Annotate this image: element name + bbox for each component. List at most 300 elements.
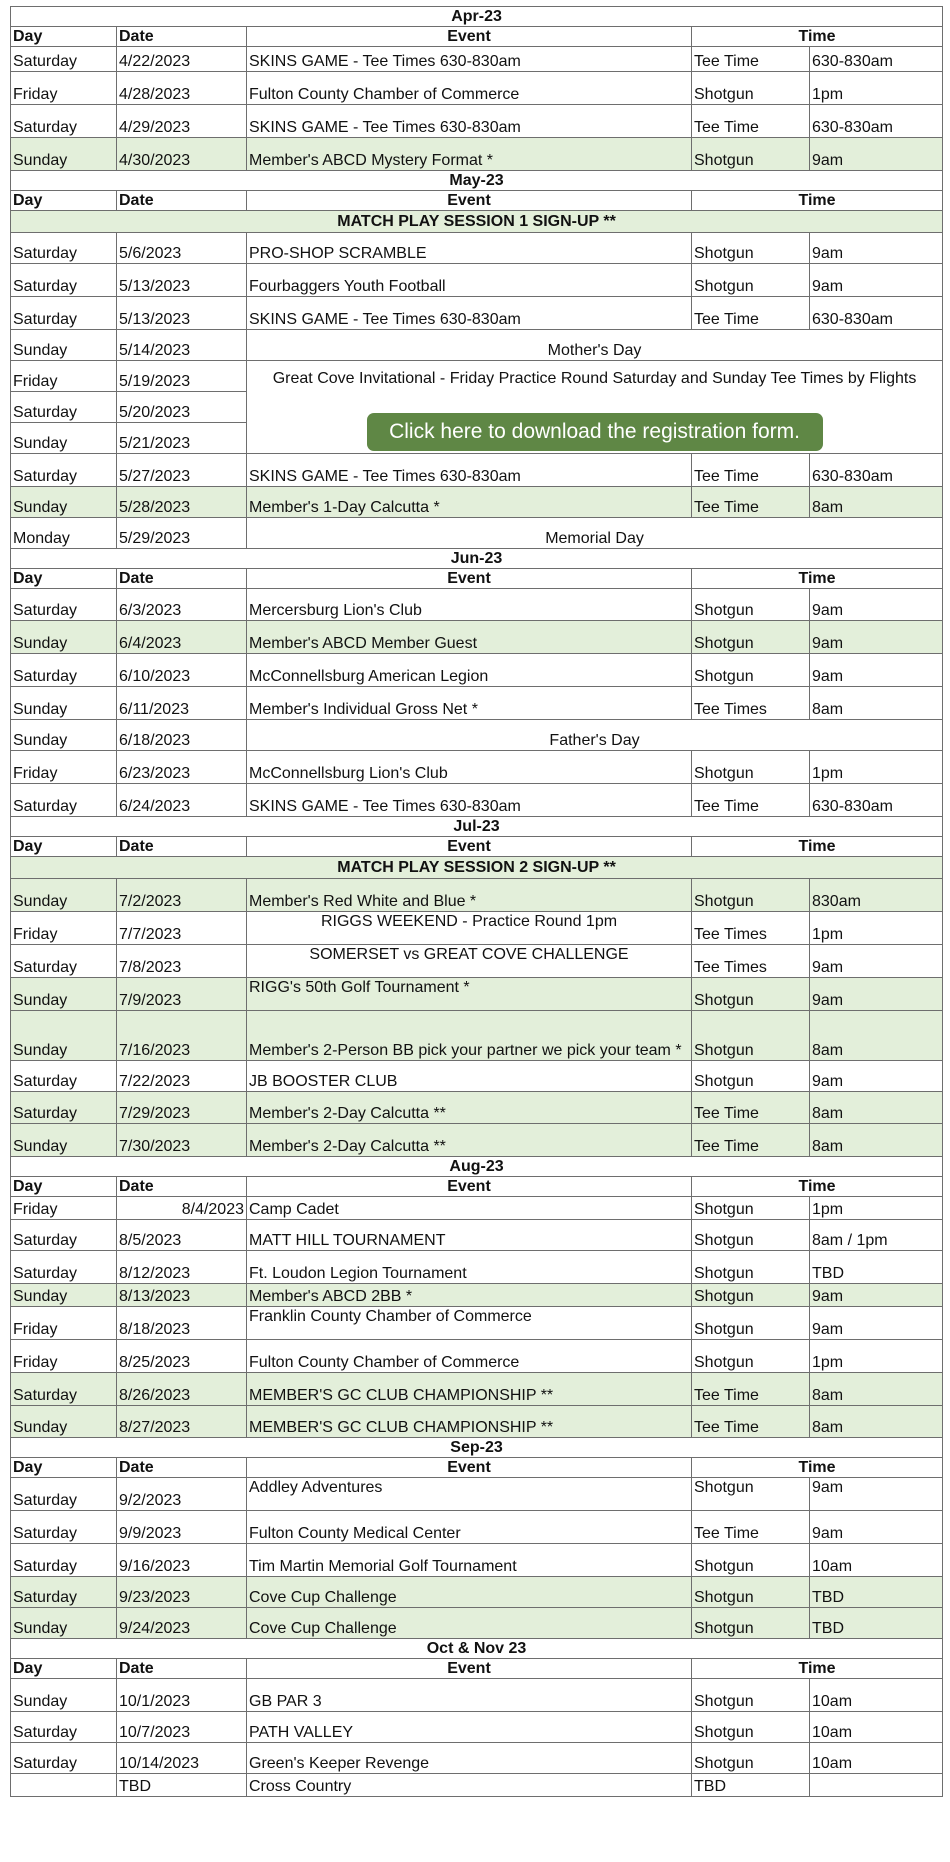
time-cell: 9am <box>810 138 943 171</box>
time-cell: 630-830am <box>810 47 943 72</box>
date-cell: 7/8/2023 <box>117 945 247 978</box>
event-cell: Member's 1-Day Calcutta * <box>247 487 692 518</box>
start-type-cell: Shotgun <box>692 1712 810 1743</box>
col-header-day: Day <box>11 27 117 47</box>
time-cell: 9am <box>810 945 943 978</box>
event-cell: SKINS GAME - Tee Times 630-830am <box>247 784 692 817</box>
month-title: Aug-23 <box>11 1157 943 1177</box>
date-cell: 6/23/2023 <box>117 751 247 784</box>
day-cell: Saturday <box>11 945 117 978</box>
col-header-day: Day <box>11 569 117 589</box>
table-row <box>11 1544 943 1577</box>
date-cell: 10/7/2023 <box>117 1712 247 1743</box>
schedule-body <box>11 7 943 1797</box>
start-type-cell: Tee Time <box>692 47 810 72</box>
event-cell: MEMBER'S GC CLUB CHAMPIONSHIP ** <box>247 1406 692 1438</box>
start-type-cell: Shotgun <box>692 1608 810 1639</box>
start-type-cell: Tee Times <box>692 912 810 945</box>
day-cell: Saturday <box>11 1092 117 1124</box>
date-cell: 4/28/2023 <box>117 72 247 105</box>
start-type-cell: Tee Time <box>692 784 810 817</box>
date-cell: 8/25/2023 <box>117 1340 247 1373</box>
start-type-cell: Shotgun <box>692 978 810 1011</box>
time-cell: 9am <box>810 264 943 297</box>
event-cell: Franklin County Chamber of Commerce <box>247 1307 692 1340</box>
member-event-row <box>11 879 943 912</box>
start-type-cell: Shotgun <box>692 1544 810 1577</box>
event-cell: Green's Keeper Revenge <box>247 1743 692 1774</box>
event-cell: Fulton County Chamber of Commerce <box>247 1340 692 1373</box>
day-cell: Saturday <box>11 1061 117 1092</box>
event-cell: Fulton County Medical Center <box>247 1511 692 1544</box>
col-header-day: Day <box>11 1458 117 1478</box>
table-row <box>11 297 943 330</box>
time-cell: 10am <box>810 1743 943 1774</box>
event-cell: Camp Cadet <box>247 1197 692 1220</box>
date-cell: 7/29/2023 <box>117 1092 247 1124</box>
date-cell: 4/29/2023 <box>117 105 247 138</box>
start-type-cell: Shotgun <box>692 1220 810 1251</box>
day-cell: Friday <box>11 1340 117 1373</box>
time-cell: 8am <box>810 1373 943 1406</box>
member-event-row <box>11 1608 943 1639</box>
day-cell: Sunday <box>11 621 117 654</box>
day-cell: Saturday <box>11 392 117 423</box>
time-cell: 630-830am <box>810 297 943 330</box>
start-type-cell: Shotgun <box>692 138 810 171</box>
day-cell: Saturday <box>11 1373 117 1406</box>
start-type-cell: Shotgun <box>692 233 810 264</box>
event-cell: SKINS GAME - Tee Times 630-830am <box>247 454 692 487</box>
time-cell: 10am <box>810 1544 943 1577</box>
date-cell: 7/7/2023 <box>117 912 247 945</box>
day-cell: Saturday <box>11 1743 117 1774</box>
table-row <box>11 751 943 784</box>
member-event-row <box>11 1092 943 1124</box>
time-cell: TBD <box>810 1251 943 1284</box>
month-title: Apr-23 <box>11 7 943 27</box>
event-cell: Addley Adventures <box>247 1478 692 1511</box>
start-type-cell: Shotgun <box>692 751 810 784</box>
start-type-cell: Tee Time <box>692 454 810 487</box>
col-header-event: Event <box>247 569 692 589</box>
event-cell: RIGGS WEEKEND - Practice Round 1pm <box>247 912 692 945</box>
start-type-cell: Shotgun <box>692 621 810 654</box>
date-cell: 5/20/2023 <box>117 392 247 423</box>
date-cell: 9/9/2023 <box>117 1511 247 1544</box>
table-row <box>11 1220 943 1251</box>
day-cell: Friday <box>11 751 117 784</box>
time-cell: 8am <box>810 1406 943 1438</box>
date-cell: 8/13/2023 <box>117 1284 247 1307</box>
time-cell: 1pm <box>810 72 943 105</box>
col-header-event: Event <box>247 27 692 47</box>
day-cell: Saturday <box>11 589 117 621</box>
member-event-row <box>11 487 943 518</box>
holiday-row <box>11 720 943 751</box>
day-cell: Friday <box>11 1197 117 1220</box>
day-cell: Sunday <box>11 687 117 720</box>
table-row <box>11 1197 943 1220</box>
match-play-signup-banner: MATCH PLAY SESSION 2 SIGN-UP ** <box>11 857 943 879</box>
start-type-cell: Shotgun <box>692 1478 810 1511</box>
date-cell: 4/22/2023 <box>117 47 247 72</box>
start-type-cell: Tee Time <box>692 297 810 330</box>
start-type-cell: Tee Time <box>692 1124 810 1157</box>
start-type-cell: Shotgun <box>692 1307 810 1340</box>
event-cell: Tim Martin Memorial Golf Tournament <box>247 1544 692 1577</box>
day-cell: Sunday <box>11 487 117 518</box>
table-row <box>11 654 943 687</box>
time-cell: 8am <box>810 1011 943 1061</box>
start-type-cell: Shotgun <box>692 1679 810 1712</box>
date-cell: 10/1/2023 <box>117 1679 247 1712</box>
day-cell: Sunday <box>11 1679 117 1712</box>
date-cell: 9/24/2023 <box>117 1608 247 1639</box>
time-cell: 9am <box>810 654 943 687</box>
date-cell: 6/11/2023 <box>117 687 247 720</box>
event-cell: MEMBER'S GC CLUB CHAMPIONSHIP ** <box>247 1373 692 1406</box>
event-cell: GB PAR 3 <box>247 1679 692 1712</box>
date-cell: 4/30/2023 <box>117 138 247 171</box>
day-cell <box>11 1774 117 1797</box>
time-cell: 1pm <box>810 1340 943 1373</box>
day-cell: Sunday <box>11 720 117 751</box>
start-type-cell: Shotgun <box>692 589 810 621</box>
event-cell: Cross Country <box>247 1774 692 1797</box>
day-cell: Sunday <box>11 879 117 912</box>
col-header-date: Date <box>117 191 247 211</box>
date-cell: 5/19/2023 <box>117 361 247 392</box>
col-header-date: Date <box>117 1458 247 1478</box>
date-cell: 5/13/2023 <box>117 264 247 297</box>
date-cell: 5/14/2023 <box>117 330 247 361</box>
table-row <box>11 1743 943 1774</box>
date-cell: 5/29/2023 <box>117 518 247 549</box>
member-event-row <box>11 1406 943 1438</box>
time-cell: 1pm <box>810 912 943 945</box>
time-cell: 9am <box>810 1284 943 1307</box>
date-cell: 5/28/2023 <box>117 487 247 518</box>
col-header-date: Date <box>117 569 247 589</box>
day-cell: Saturday <box>11 264 117 297</box>
col-header-day: Day <box>11 191 117 211</box>
day-cell: Saturday <box>11 1712 117 1743</box>
download-registration-form-button[interactable]: Click here to download the registration form. <box>367 413 823 451</box>
col-header-day: Day <box>11 837 117 857</box>
table-row <box>11 784 943 817</box>
event-cell: Mercersburg Lion's Club <box>247 589 692 621</box>
day-cell: Sunday <box>11 1608 117 1639</box>
start-type-cell: Tee Time <box>692 1406 810 1438</box>
start-type-cell: Tee Times <box>692 945 810 978</box>
table-row <box>11 1679 943 1712</box>
event-cell: PRO-SHOP SCRAMBLE <box>247 233 692 264</box>
day-cell: Sunday <box>11 1284 117 1307</box>
date-cell: 5/21/2023 <box>117 423 247 454</box>
date-cell: 6/24/2023 <box>117 784 247 817</box>
start-type-cell: Shotgun <box>692 1577 810 1608</box>
time-cell: 630-830am <box>810 784 943 817</box>
event-cell: Ft. Loudon Legion Tournament <box>247 1251 692 1284</box>
time-cell: 9am <box>810 621 943 654</box>
event-schedule-table <box>10 6 943 1797</box>
day-cell: Sunday <box>11 423 117 454</box>
event-cell: RIGG's 50th Golf Tournament * <box>247 978 692 1011</box>
table-row <box>11 1774 943 1797</box>
start-type-cell: Shotgun <box>692 654 810 687</box>
table-row <box>11 105 943 138</box>
month-title: Jun-23 <box>11 549 943 569</box>
date-cell: 6/10/2023 <box>117 654 247 687</box>
day-cell: Saturday <box>11 1577 117 1608</box>
col-header-date: Date <box>117 1659 247 1679</box>
event-cell: SKINS GAME - Tee Times 630-830am <box>247 105 692 138</box>
day-cell: Sunday <box>11 1124 117 1157</box>
table-row <box>11 912 943 945</box>
start-type-cell: Shotgun <box>692 264 810 297</box>
table-row <box>11 945 943 978</box>
day-cell: Saturday <box>11 233 117 264</box>
member-event-row <box>11 978 943 1011</box>
day-cell: Friday <box>11 361 117 392</box>
date-cell: 5/6/2023 <box>117 233 247 264</box>
date-cell: 7/22/2023 <box>117 1061 247 1092</box>
start-type-cell: Shotgun <box>692 1284 810 1307</box>
event-cell: MATT HILL TOURNAMENT <box>247 1220 692 1251</box>
date-cell: 7/16/2023 <box>117 1011 247 1061</box>
time-cell: 8am <box>810 1092 943 1124</box>
date-cell: 7/2/2023 <box>117 879 247 912</box>
day-cell: Saturday <box>11 1511 117 1544</box>
great-cove-invitational-title: Great Cove Invitational - Friday Practice Round Saturday and Sunday Tee Times by Flights <box>272 370 917 387</box>
table-row <box>11 1251 943 1284</box>
date-cell: 8/12/2023 <box>117 1251 247 1284</box>
table-row <box>11 454 943 487</box>
table-row <box>11 1307 943 1340</box>
time-cell: 9am <box>810 1511 943 1544</box>
event-cell: SOMERSET vs GREAT COVE CHALLENGE <box>247 945 692 978</box>
start-type-cell: Tee Time <box>692 105 810 138</box>
col-header-date: Date <box>117 1177 247 1197</box>
start-type-cell: Shotgun <box>692 1197 810 1220</box>
member-event-row <box>11 1284 943 1307</box>
member-event-row <box>11 138 943 171</box>
event-cell: SKINS GAME - Tee Times 630-830am <box>247 47 692 72</box>
col-header-event: Event <box>247 1458 692 1478</box>
table-row <box>11 47 943 72</box>
table-row <box>11 72 943 105</box>
col-header-day: Day <box>11 1659 117 1679</box>
event-cell: Fourbaggers Youth Football <box>247 264 692 297</box>
day-cell: Monday <box>11 518 117 549</box>
holiday-cell: Memorial Day <box>247 518 943 549</box>
month-title: Sep-23 <box>11 1438 943 1458</box>
time-cell: 630-830am <box>810 105 943 138</box>
time-cell: 8am <box>810 487 943 518</box>
start-type-cell: Shotgun <box>692 1251 810 1284</box>
day-cell: Saturday <box>11 1251 117 1284</box>
table-row <box>11 1511 943 1544</box>
date-cell: 8/26/2023 <box>117 1373 247 1406</box>
day-cell: Saturday <box>11 1544 117 1577</box>
date-cell: TBD <box>117 1774 247 1797</box>
date-cell: 9/2/2023 <box>117 1478 247 1511</box>
col-header-time: Time <box>692 27 943 47</box>
member-event-row <box>11 621 943 654</box>
date-cell: 8/27/2023 <box>117 1406 247 1438</box>
time-cell: 10am <box>810 1679 943 1712</box>
start-type-cell: Tee Time <box>692 1092 810 1124</box>
time-cell: 9am <box>810 1061 943 1092</box>
member-event-row <box>11 1124 943 1157</box>
table-row <box>11 687 943 720</box>
day-cell: Friday <box>11 1307 117 1340</box>
day-cell: Friday <box>11 72 117 105</box>
event-cell: McConnellsburg American Legion <box>247 654 692 687</box>
time-cell: 1pm <box>810 1197 943 1220</box>
date-cell: 5/27/2023 <box>117 454 247 487</box>
day-cell: Saturday <box>11 47 117 72</box>
start-type-cell: Shotgun <box>692 1743 810 1774</box>
date-cell: 7/30/2023 <box>117 1124 247 1157</box>
day-cell: Saturday <box>11 654 117 687</box>
col-header-event: Event <box>247 837 692 857</box>
time-cell: 9am <box>810 589 943 621</box>
month-title: Jul-23 <box>11 817 943 837</box>
day-cell: Saturday <box>11 454 117 487</box>
day-cell: Sunday <box>11 1011 117 1061</box>
table-row <box>11 1340 943 1373</box>
start-type-cell: Shotgun <box>692 1061 810 1092</box>
col-header-event: Event <box>247 1177 692 1197</box>
match-play-signup-banner: MATCH PLAY SESSION 1 SIGN-UP ** <box>11 211 943 233</box>
event-cell: Member's Individual Gross Net * <box>247 687 692 720</box>
holiday-row <box>11 518 943 549</box>
event-cell: Cove Cup Challenge <box>247 1577 692 1608</box>
col-header-time: Time <box>692 1177 943 1197</box>
date-cell: 9/16/2023 <box>117 1544 247 1577</box>
start-type-cell: Shotgun <box>692 879 810 912</box>
time-cell: 9am <box>810 1307 943 1340</box>
start-type-cell: Shotgun <box>692 1340 810 1373</box>
table-row <box>11 1478 943 1511</box>
table-row <box>11 361 943 392</box>
event-cell: Member's 2-Day Calcutta ** <box>247 1092 692 1124</box>
table-row <box>11 264 943 297</box>
event-cell: Member's 2-Person BB pick your partner we pick your team * <box>247 1011 692 1061</box>
time-cell: 9am <box>810 233 943 264</box>
col-header-event: Event <box>247 191 692 211</box>
event-cell: Member's Red White and Blue * <box>247 879 692 912</box>
col-header-time: Time <box>692 837 943 857</box>
date-cell: 8/18/2023 <box>117 1307 247 1340</box>
day-cell: Friday <box>11 912 117 945</box>
time-cell: 630-830am <box>810 454 943 487</box>
time-cell: 1pm <box>810 751 943 784</box>
table-row <box>11 589 943 621</box>
col-header-time: Time <box>692 191 943 211</box>
event-cell: Member's 2-Day Calcutta ** <box>247 1124 692 1157</box>
time-cell: TBD <box>810 1608 943 1639</box>
date-cell: 10/14/2023 <box>117 1743 247 1774</box>
date-cell: 8/4/2023 <box>117 1197 247 1220</box>
month-title: Oct & Nov 23 <box>11 1639 943 1659</box>
col-header-event: Event <box>247 1659 692 1679</box>
day-cell: Saturday <box>11 1220 117 1251</box>
time-cell <box>810 1774 943 1797</box>
col-header-date: Date <box>117 27 247 47</box>
start-type-cell: Tee Time <box>692 487 810 518</box>
event-cell: Fulton County Chamber of Commerce <box>247 72 692 105</box>
start-type-cell: TBD <box>692 1774 810 1797</box>
day-cell: Sunday <box>11 138 117 171</box>
event-cell: Cove Cup Challenge <box>247 1608 692 1639</box>
time-cell: 9am <box>810 978 943 1011</box>
table-row <box>11 233 943 264</box>
event-cell: PATH VALLEY <box>247 1712 692 1743</box>
time-cell: 8am / 1pm <box>810 1220 943 1251</box>
great-cove-invitational-cell <box>247 361 943 454</box>
start-type-cell: Tee Time <box>692 1373 810 1406</box>
date-cell: 9/23/2023 <box>117 1577 247 1608</box>
holiday-cell: Mother's Day <box>247 330 943 361</box>
event-cell: Member's ABCD Mystery Format * <box>247 138 692 171</box>
col-header-day: Day <box>11 1177 117 1197</box>
start-type-cell: Tee Times <box>692 687 810 720</box>
date-cell: 6/3/2023 <box>117 589 247 621</box>
table-row <box>11 1061 943 1092</box>
holiday-row <box>11 330 943 361</box>
date-cell: 7/9/2023 <box>117 978 247 1011</box>
event-cell: Member's ABCD Member Guest <box>247 621 692 654</box>
month-title: May-23 <box>11 171 943 191</box>
day-cell: Sunday <box>11 330 117 361</box>
day-cell: Sunday <box>11 978 117 1011</box>
event-cell: McConnellsburg Lion's Club <box>247 751 692 784</box>
time-cell: 9am <box>810 1478 943 1511</box>
event-cell: Member's ABCD 2BB * <box>247 1284 692 1307</box>
time-cell: 8am <box>810 687 943 720</box>
member-event-row <box>11 1577 943 1608</box>
day-cell: Sunday <box>11 1406 117 1438</box>
day-cell: Saturday <box>11 105 117 138</box>
date-cell: 6/18/2023 <box>117 720 247 751</box>
holiday-cell: Father's Day <box>247 720 943 751</box>
col-header-time: Time <box>692 1659 943 1679</box>
date-cell: 5/13/2023 <box>117 297 247 330</box>
date-cell: 6/4/2023 <box>117 621 247 654</box>
event-cell: SKINS GAME - Tee Times 630-830am <box>247 297 692 330</box>
col-header-time: Time <box>692 1458 943 1478</box>
day-cell: Saturday <box>11 784 117 817</box>
day-cell: Saturday <box>11 1478 117 1511</box>
date-cell: 8/5/2023 <box>117 1220 247 1251</box>
event-cell: JB BOOSTER CLUB <box>247 1061 692 1092</box>
col-header-date: Date <box>117 837 247 857</box>
start-type-cell: Shotgun <box>692 72 810 105</box>
time-cell: 10am <box>810 1712 943 1743</box>
time-cell: TBD <box>810 1577 943 1608</box>
col-header-time: Time <box>692 569 943 589</box>
time-cell: 830am <box>810 879 943 912</box>
table-row <box>11 1712 943 1743</box>
start-type-cell: Shotgun <box>692 1011 810 1061</box>
member-event-row <box>11 1011 943 1061</box>
member-event-row <box>11 1373 943 1406</box>
time-cell: 8am <box>810 1124 943 1157</box>
day-cell: Saturday <box>11 297 117 330</box>
